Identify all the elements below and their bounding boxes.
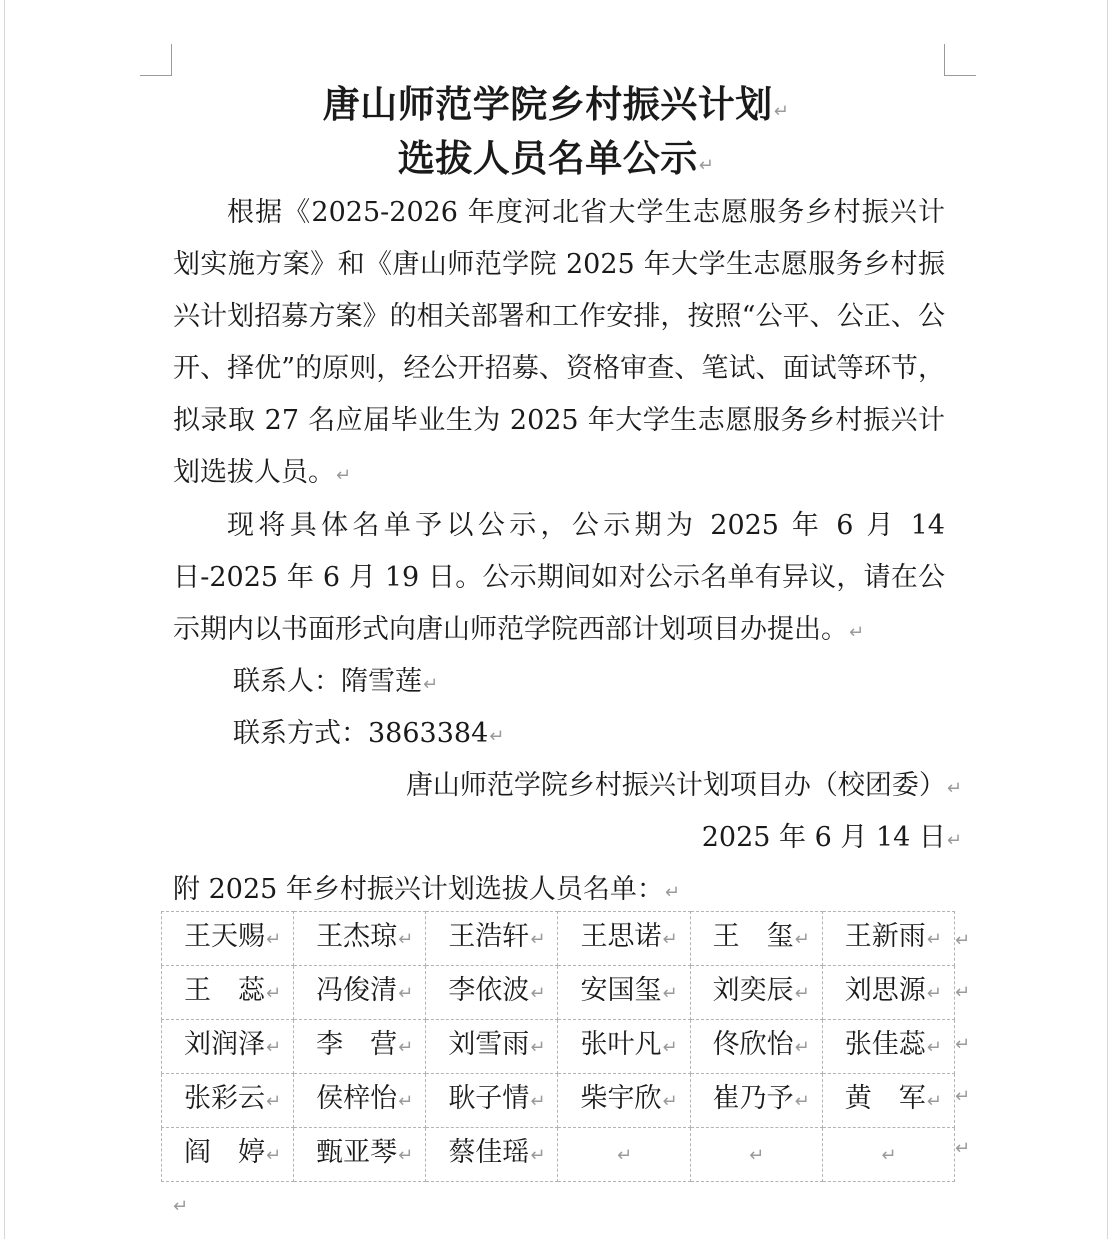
table-row: [162, 912, 955, 966]
name-cell[interactable]: 张佳蕊↵: [822, 1020, 954, 1074]
name-cell[interactable]: 王 玺↵: [690, 912, 822, 966]
table-row: [162, 1128, 955, 1182]
name-cell[interactable]: 蔡佳瑶↵: [426, 1128, 558, 1182]
name-cell[interactable]: 刘雪雨↵: [426, 1020, 558, 1074]
name-cell[interactable]: 阎 婷↵: [162, 1128, 294, 1182]
row-end-mark: ↵: [955, 1034, 971, 1055]
name-cell[interactable]: 黄 军↵: [822, 1074, 954, 1128]
name-cell[interactable]: 李依波↵: [426, 966, 558, 1020]
name-cell[interactable]: 刘思源↵: [822, 966, 954, 1020]
name-cell[interactable]: 张彩云↵: [162, 1074, 294, 1128]
contact-person: 联系人：隋雪莲↵: [233, 666, 439, 697]
name-cell[interactable]: 刘润泽↵: [162, 1020, 294, 1074]
crop-mark-top-left-vertical: [171, 44, 172, 76]
name-cell[interactable]: 李 营↵: [294, 1020, 426, 1074]
name-cell[interactable]: 侯梓怡↵: [294, 1074, 426, 1128]
table-row: [162, 1074, 955, 1128]
name-cell[interactable]: 王天赐↵: [162, 912, 294, 966]
name-cell[interactable]: 王浩轩↵: [426, 912, 558, 966]
name-cell[interactable]: 柴宇欣↵: [558, 1074, 690, 1128]
row-end-mark: ↵: [955, 1138, 971, 1159]
final-paragraph-mark: ↵: [173, 1196, 189, 1217]
name-cell[interactable]: 安国玺↵: [558, 966, 690, 1020]
row-end-mark: ↵: [955, 930, 971, 951]
name-cell[interactable]: 耿子情↵: [426, 1074, 558, 1128]
empty-cell[interactable]: ↵: [558, 1128, 690, 1182]
name-cell[interactable]: 崔乃予↵: [690, 1074, 822, 1128]
body-paragraph-2: 现将具体名单予以公示，公示期为 2025 年 6 月 14 日-2025 年 6 月 19 日。公示期间如对公示名单有异议，请在公示期内以书面形式向唐山师范学院西部计划项目办提出。↵: [173, 510, 945, 645]
contact-phone: 联系方式：3863384↵: [233, 718, 505, 749]
name-cell[interactable]: 佟欣怡↵: [690, 1020, 822, 1074]
name-cell[interactable]: 冯俊清↵: [294, 966, 426, 1020]
name-cell[interactable]: 王思诺↵: [558, 912, 690, 966]
row-end-mark: ↵: [955, 982, 971, 1003]
attachment-heading: 附 2025 年乡村振兴计划选拔人员名单：↵: [173, 874, 680, 905]
names-table: [161, 911, 955, 1182]
name-cell[interactable]: 王 蕊↵: [162, 966, 294, 1020]
document-title-line-1: 唐山师范学院乡村振兴计划↵: [322, 82, 790, 126]
name-cell[interactable]: 张叶凡↵: [558, 1020, 690, 1074]
empty-cell[interactable]: ↵: [690, 1128, 822, 1182]
table-row: [162, 1020, 955, 1074]
issuing-organization: 唐山师范学院乡村振兴计划项目办（校团委）↵: [405, 770, 962, 801]
name-cell[interactable]: 王杰琼↵: [294, 912, 426, 966]
document-title-line-2: 选拔人员名单公示↵: [397, 136, 715, 180]
name-cell[interactable]: 刘奕辰↵: [690, 966, 822, 1020]
table-row: [162, 966, 955, 1020]
name-cell[interactable]: 王新雨↵: [822, 912, 954, 966]
crop-mark-top-right-vertical: [944, 44, 945, 76]
row-end-mark: ↵: [955, 1086, 971, 1107]
name-cell[interactable]: 甄亚琴↵: [294, 1128, 426, 1182]
issue-date: 2025 年 6 月 14 日↵: [701, 822, 962, 853]
body-paragraph-1: 根据《2025-2026 年度河北省大学生志愿服务乡村振兴计划实施方案》和《唐山师范学院 2025 年大学生志愿服务乡村振兴计划招募方案》的相关部署和工作安排，按照“公平、公正、公开、择优”的原则，经公开招募、资格审查、笔试、面试等环节，拟录取 27 名应届毕业生为 2025 年大学生志愿服务乡村振兴计划选拔人员。↵: [173, 197, 945, 488]
empty-cell[interactable]: ↵: [822, 1128, 954, 1182]
